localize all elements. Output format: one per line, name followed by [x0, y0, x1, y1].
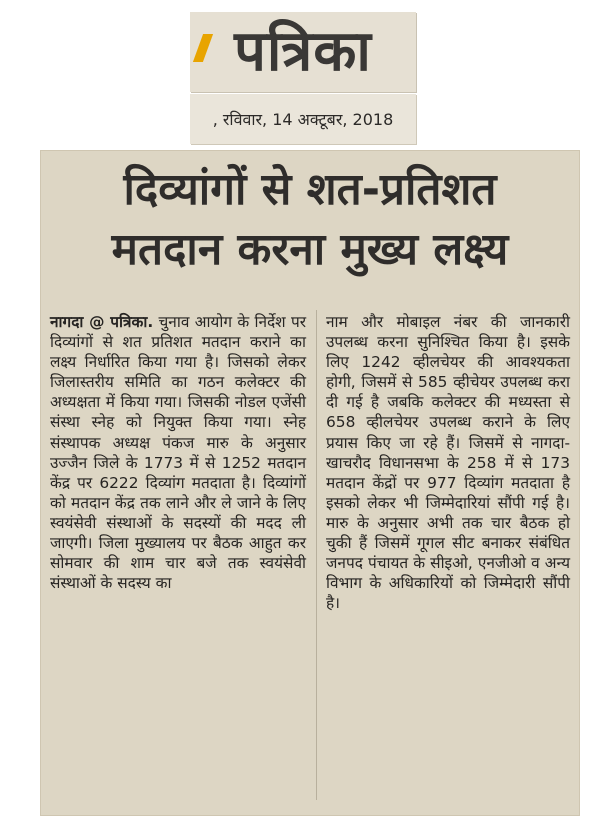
headline-line-2: मतदान करना मुख्य लक्ष्य	[111, 224, 509, 275]
article-column-right	[326, 312, 570, 613]
headline-line-1: दिव्यांगों से शत-प्रतिशत	[123, 164, 497, 215]
article-column-left	[50, 312, 306, 593]
newspaper-logo: पत्रिका	[234, 19, 372, 84]
headline	[40, 160, 580, 280]
column-divider	[316, 310, 317, 800]
masthead-clipping	[190, 12, 416, 92]
masthead-accent-mark	[193, 34, 213, 62]
article-clipping	[40, 150, 580, 816]
article-dateline: नागदा @ पत्रिका.	[50, 313, 154, 331]
article-text-left: चुनाव आयोग के निर्देश पर दिव्यांगों से शत प्रतिशत मतदान कराने का लक्ष्य निर्धारित किया गया है। जिसको लेकर जिलास्तरीय समिति का गठन कलेक्टर की अध्यक्षता में किया गया। जिसकी नोडल एजेंसी संस्था स्नेह को नियुक्त किया गया। स्नेह संस्थापक अध्यक्ष पंकज मारु के अनुसार उज्जैन जिले के 1773 में से 1252 मतदान केंद्र पर 6222 दिव्यांग मतदाता है। दिव्यांगों को मतदान केंद्र तक लाने और ले जाने के लिए स्वयंसेवी संस्थाओं के सदस्यों की मदद ली जाएगी। जिला मुख्यालय पर बैठक आहुत कर सोमवार की शाम चार बजे तक स्वयंसेवी संस्थाओं के सदस्य का	[50, 313, 306, 593]
date-clipping	[190, 94, 416, 144]
publication-date: , रविवार, 14 अक्टूबर, 2018	[212, 110, 394, 129]
article-text-right: नाम और मोबाइल नंबर की जानकारी उपलब्ध करना सुनिश्चित किया है। इसके लिए 1242 व्हीलचेयर की आवश्यकता होगी, जिसमें से 585 व्हीचेयर उपलब्ध करा दी गई है जबकि कलेक्टर की मध्यस्ता से 658 व्हीलचेयर उपलब्ध कराने के लिए प्रयास किए जा रहे हैं। जिसमें से नागदा-खाचरौद विधानसभा के 258 में से 173 मतदान केंद्रों पर 977 दिव्यांग मतदाता है इसको लेकर भी जिम्मेदारियां सौंपी गई है। मारु के अनुसार अभी तक चार बैठक हो चुकी हैं जिसमें गूगल सीट बनाकर संबंधित जनपद पंचायत के सीइओ, एनजीओ व अन्य विभाग के अधिकारियों को जिम्मेदारी सौंपी है।	[326, 313, 570, 613]
